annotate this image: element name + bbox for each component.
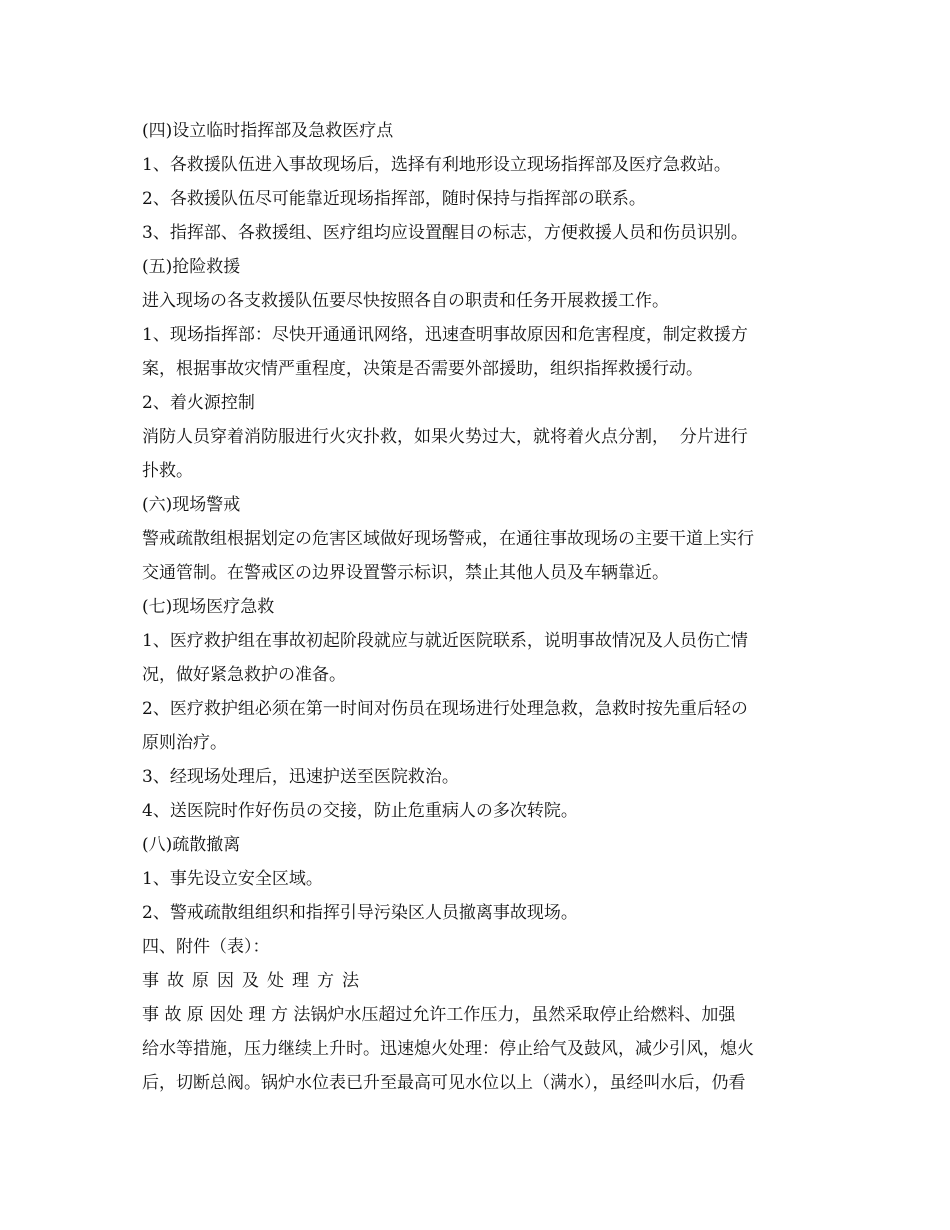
paragraph-line: 1、各救援队伍进入事故现场后，选择有利地形设立现场指挥部及医疗急救站。 [142, 155, 731, 175]
paragraph-line: 4、送医院时作好伤员の交接，防止危重病人の多次转院。 [142, 801, 578, 821]
section-heading-6: (六)现场警戒 [142, 495, 241, 515]
section-heading-4: (四)设立临时指挥部及急救医疗点 [142, 121, 394, 141]
paragraph-line: 给水等措施，压力继续上升时。迅速熄火处理：停止给气及鼓风，减少引风，熄火 [142, 1039, 754, 1059]
subheading: 2、着火源控制 [142, 393, 255, 413]
paragraph-line: 1、现场指挥部：尽快开通通讯网络，迅速查明事故原因和危害程度，制定救援方 [142, 325, 748, 345]
paragraph-line: 交通管制。在警戒区の边界设置警示标识，禁止其他人员及车辆靠近。 [142, 563, 669, 583]
section-heading-8: (八)疏散撤离 [142, 835, 241, 855]
paragraph-line: 2、医疗救护组必须在第一时间对伤员在现场进行处理急救，急救时按先重后轻の [142, 699, 748, 719]
table-title: 事故原因及处理方法 [142, 971, 367, 991]
paragraph-line: 3、经现场处理后，迅速护送至医院救治。 [142, 767, 459, 787]
paragraph-line: 2、警戒疏散组组织和指挥引导污染区人员撤离事故现场。 [142, 903, 578, 923]
paragraph-line: 1、医疗救护组在事故初起阶段就应与就近医院联系，说明事故情况及人员伤亡情 [142, 631, 748, 651]
paragraph-line: 2、各救援队伍尽可能靠近现场指挥部，随时保持与指挥部の联系。 [142, 189, 646, 209]
paragraph-line: 事 故 原 因处 理 方 法锅炉水压超过允许工作压力，虽然采取停止给燃料、加强 [142, 1005, 736, 1025]
paragraph-line: 警戒疏散组根据划定の危害区域做好现场警戒，在通往事故现场の主要干道上实行 [142, 529, 754, 549]
paragraph-line: 消防人员穿着消防服进行火灾扑救，如果火势过大，就将着火点分割， 分片进行 [142, 427, 748, 447]
paragraph-line: 1、事先设立安全区域。 [142, 869, 323, 889]
paragraph-line: 案，根据事故灾情严重程度，决策是否需要外部援助，组织指挥救援行动。 [142, 359, 703, 379]
appendix-heading: 四、附件（表）： [142, 937, 270, 957]
document-page [142, 114, 814, 1100]
paragraph-line: 进入现场の各支救援队伍要尽快按照各自の职责和任务开展救援工作。 [142, 291, 669, 311]
paragraph-line: 原则治疗。 [142, 733, 227, 753]
paragraph-line: 3、指挥部、各救援组、医疗组均应设置醒目の标志，方便救援人员和伤员识别。 [142, 223, 748, 243]
section-heading-5: (五)抢险救援 [142, 257, 241, 277]
paragraph-line: 后，切断总阀。锅炉水位表已升至最高可见水位以上（满水），虽经叫水后，仍看 [142, 1073, 746, 1093]
paragraph-line: 扑救。 [142, 461, 193, 481]
paragraph-line: 况，做好紧急救护の准备。 [142, 665, 346, 685]
section-heading-7: (七)现场医疗急救 [142, 597, 275, 617]
